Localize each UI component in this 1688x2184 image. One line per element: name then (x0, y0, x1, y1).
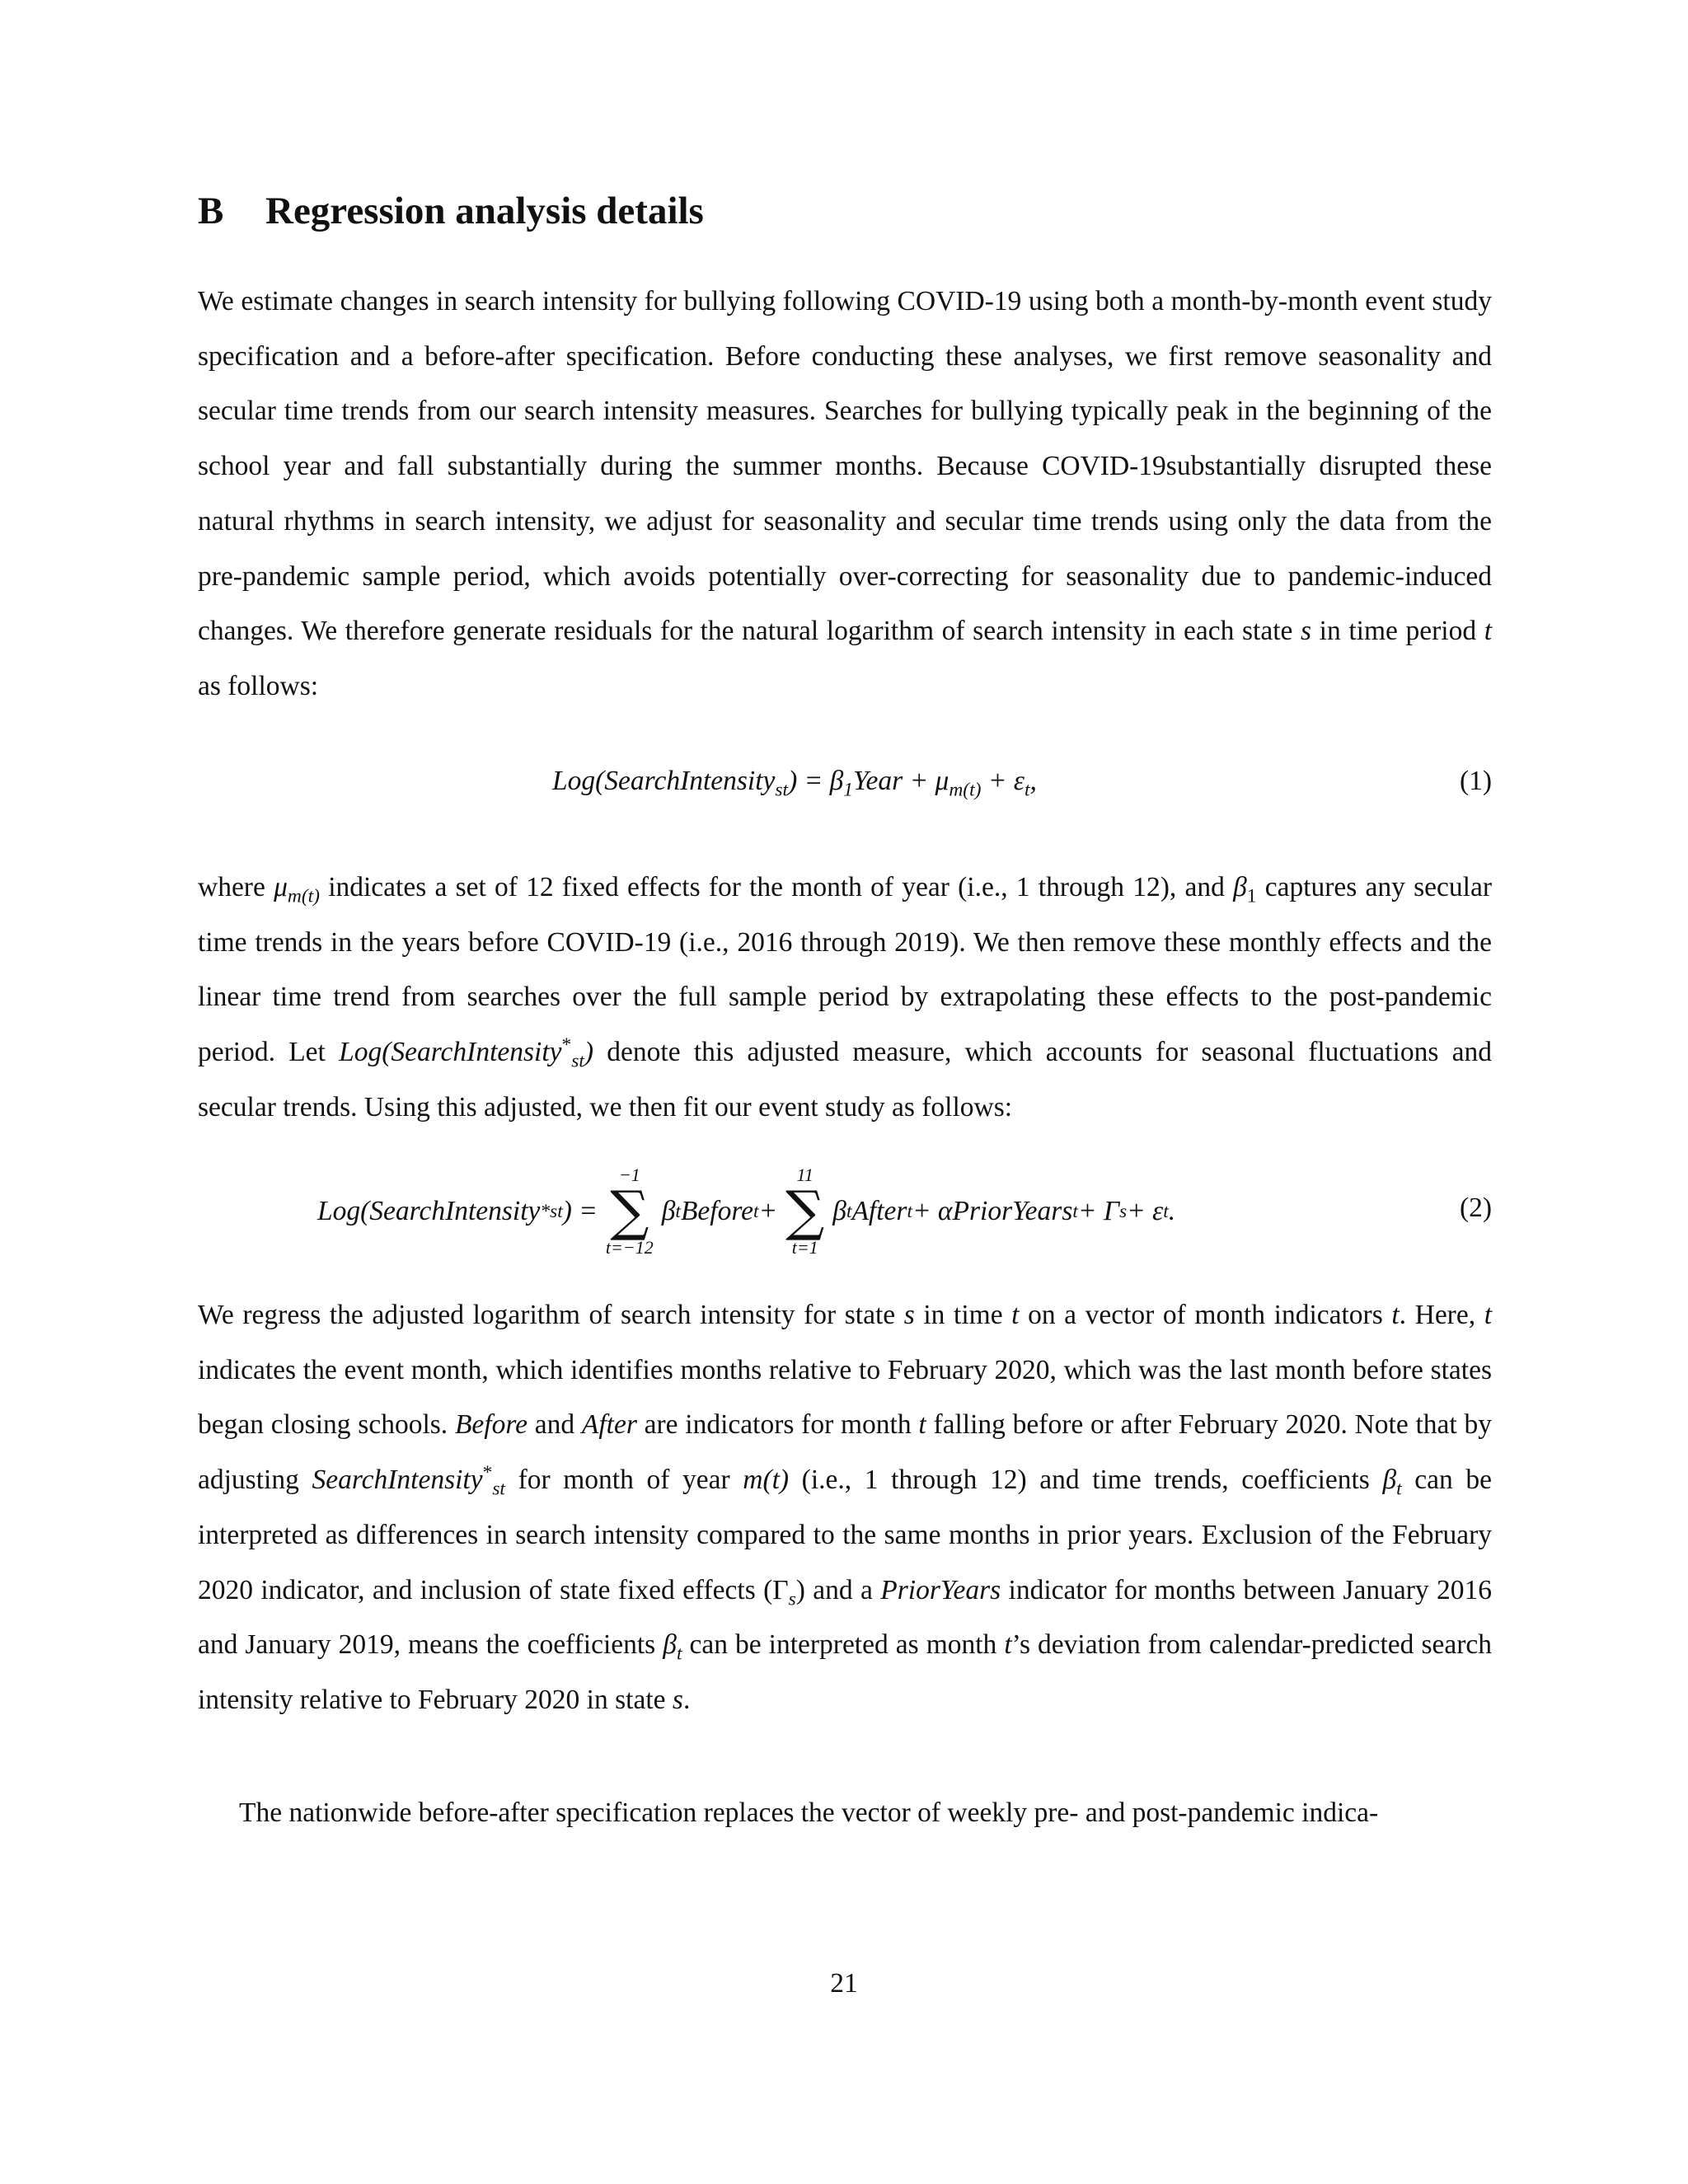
section-number: B (198, 190, 224, 232)
paragraph-intro: We estimate changes in search intensity for bullying following COVID-19 using both a month-by-month event study specification and a before-after specification. Before conducting these analyses, we first remove seasonality and secular time trends from our search intensity measures. Searches for bullying typically peak in the beginning of the school year and fall substantially during the summer months. Because COVID-19substantially disrupted these natural rhythms in search intensity, we adjust for seasonality and secular time trends using only the data from the pre-pandemic sample period, which avoids potentially over-correcting for seasonality due to pandemic-induced changes. We therefore generate residuals for the natural logarithm of search intensity in each state s in time period t as follows: (198, 286, 1493, 701)
section-title: Regression analysis details (265, 190, 704, 232)
equation-2-body: Log(SearchIntensity * st ) = −1 ∑ t=−12 β t Before t + 11 ∑ t=1 β t After t + αPriorYears t + Γ s + ε t . (317, 1165, 1176, 1258)
paragraph-regression: We regress the adjusted logarithm of search intensity for state s in time t on a vector of month indicators t. Here, t indicates the event month, which identifies months relative to February 2020, which was the last month before states began closing schools. Before and After are indicators for month t falling before or after February 2020. Note that by adjusting SearchIntensity*$_{st}$ for month of year m(t) (i.e., 1 through 12) and time trends, coefficients $\beta_t$ can be interpreted as differences in search intensity compared to the same months in prior years. Exclusion of the February 2020 indicator, and inclusion of state fixed effects $(\Gamma_s)$ and a PriorYears indicator for months between January 2016 and January 2019, means the coefficients $\beta_t$ can be interpreted as month t’s deviation from calendar-predicted search intensity relative to February 2020 in state s. (198, 1300, 1493, 1715)
paragraph-fixed-effects: where $\mu_{m(t)}$ indicates a set of 12 fixed effects for the month of year (i.e., 1 through 12), and $\beta_1$ captures any secular time trends in the years before COVID-19 (i.e., 2016 through 2019). We then remove these monthly effects and the linear time trend from searches over the full sample period by extrapolating these effects to the post-pandemic period. Let Log(SearchIntensity*$_{st}$) denote this adjusted measure, which accounts for seasonal fluctuations and secular trends. Using this adjusted, we then fit our event study as follows: (198, 872, 1492, 1122)
equation-1 (198, 762, 1492, 812)
equation-1-body: Log(SearchIntensity$_{st}$) = $\beta_1Year + \mu_{m(t)} + \varepsilon_t$, (552, 766, 1037, 801)
summation-after: 11 ∑ t=1 (785, 1165, 825, 1258)
summation-before: −1 ∑ t=−12 (605, 1165, 654, 1258)
section-heading (198, 188, 704, 234)
equation-2 (198, 1158, 1492, 1265)
equation-1-number: (1) (1459, 766, 1492, 796)
page-number: 21 (830, 1968, 858, 1999)
equation-2-number: (2) (1459, 1193, 1492, 1223)
paragraph-before-after: The nationwide before-after specification replaces the vector of weekly pre- and post-pandemic indica- (239, 1797, 1379, 1828)
